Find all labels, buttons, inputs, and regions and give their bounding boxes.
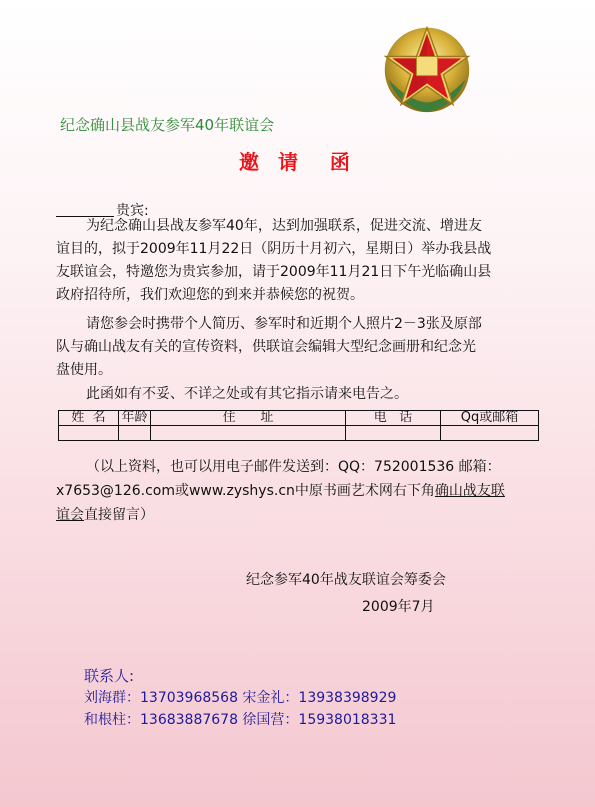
note-text: x7653@126.com或www.zyshys.cn中原书画艺术网右下角 (56, 483, 435, 499)
table-row (59, 426, 539, 441)
note-line: （以上资料，也可以用电子邮件发送到：QQ：752001536 邮箱： (86, 459, 501, 475)
forum-link[interactable]: 确山战友联 (434, 483, 505, 499)
committee-signature: 纪念参军40年战友联谊会筹委会 (246, 572, 446, 588)
army-star-emblem-icon (379, 20, 475, 116)
salutation-text: 贵宾: (116, 203, 149, 219)
info-table (58, 410, 539, 441)
forum-link[interactable]: 谊会 (56, 507, 84, 523)
paragraph-line: 此函如有不妥、不详之处或有其它指示请来电告之。 (86, 386, 408, 402)
contact-line: 刘海群：13703968568 宋金礼：13938398929 (84, 690, 397, 706)
signature-date: 2009年7月 (362, 599, 435, 615)
col-phone-header: 电 话 (346, 411, 441, 426)
contact-note (56, 455, 546, 527)
paragraph-line: 盘使用。 (56, 362, 112, 378)
col-age-header: 年龄 (119, 411, 151, 426)
paragraph-line: 政府招待所，我们欢迎您的到来并恭候您的祝贺。 (56, 287, 364, 303)
paragraph-1 (56, 215, 546, 307)
paragraph-line: 队与确山战友有关的宣传资料，供联谊会编辑大型纪念画册和纪念光 (56, 339, 476, 355)
table-cell (59, 426, 119, 441)
col-qq-email-header: Qq或邮箱 (441, 411, 539, 426)
org-title: 纪念确山县战友参军40年联谊会 (60, 116, 275, 134)
paragraph-line: 请您参会时携带个人简历、参军时和近期个人照片2－3张及原部 (86, 316, 482, 332)
table-header-row (59, 411, 539, 426)
paragraph-line: 友联谊会，特邀您为贵宾参加，请于2009年11月21日下午光临确山县 (56, 264, 492, 280)
col-name-header: 姓 名 (59, 411, 119, 426)
table-cell (441, 426, 539, 441)
paragraph-line: 为纪念确山县战友参军40年，达到加强联系，促进交流、增进友 (86, 218, 482, 234)
paragraph-3 (56, 383, 546, 406)
contacts-block (84, 665, 396, 731)
table-cell (151, 426, 346, 441)
contact-line: 和根柱：13683887678 徐国营：15938018331 (84, 712, 397, 728)
doc-title: 邀 请 函 (239, 150, 356, 174)
note-line (56, 503, 546, 527)
paragraph-line: 谊目的，拟于2009年11月22日（阴历十月初六，星期日）举办我县战 (56, 241, 492, 257)
col-address-header: 住 址 (151, 411, 346, 426)
table-cell (119, 426, 151, 441)
table-cell (346, 426, 441, 441)
contacts-label: 联系人: (84, 667, 135, 685)
paragraph-2 (56, 313, 546, 382)
note-line (56, 479, 546, 503)
note-text: 直接留言） (84, 507, 154, 523)
